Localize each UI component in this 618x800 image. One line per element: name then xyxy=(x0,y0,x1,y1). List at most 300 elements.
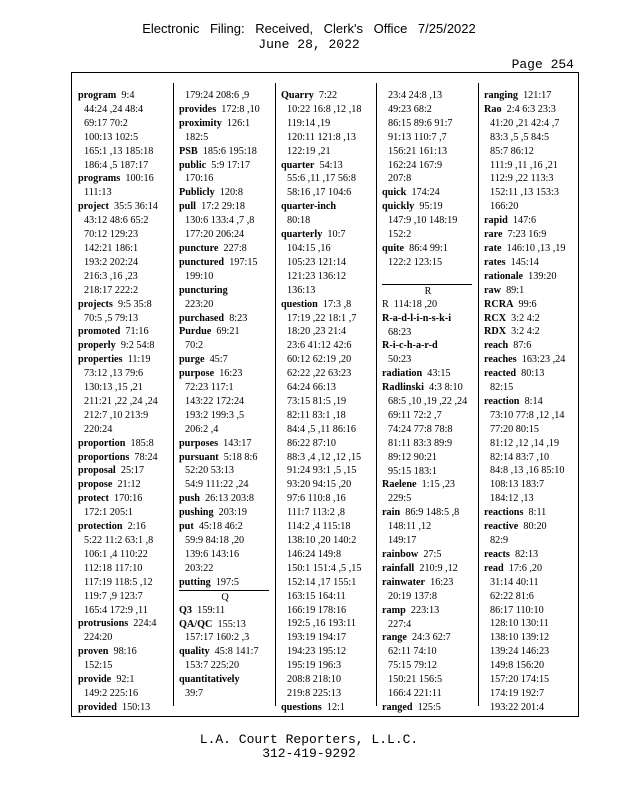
page-line-refs: 97:6 110:8 ,16 xyxy=(287,493,346,505)
index-headword: puncturing xyxy=(179,284,228,296)
index-entry-continuation xyxy=(281,687,373,701)
page-line-refs: 139:24 146:23 xyxy=(490,646,550,658)
page-line-refs: 122:19 ,21 xyxy=(287,145,331,157)
index-entry-continuation xyxy=(484,186,576,200)
index-entry-continuation xyxy=(78,103,170,117)
page-line-refs: 199:10 xyxy=(185,270,214,282)
index-headword: purchased xyxy=(179,312,225,324)
page-line-refs: 7:23 16:9 xyxy=(507,229,547,241)
index-entry-continuation xyxy=(281,617,373,631)
page-line-refs: 95:15 183:1 xyxy=(388,465,437,477)
page-line-refs: 146:24 149:8 xyxy=(287,548,342,560)
index-entry-continuation xyxy=(382,465,474,479)
page-line-refs: 16:23 xyxy=(430,576,454,588)
index-entry-continuation xyxy=(179,298,271,312)
page-line-refs: 152:15 xyxy=(84,660,113,672)
index-entry-continuation xyxy=(281,506,373,520)
index-entry-continuation xyxy=(281,409,373,423)
index-entry-continuation xyxy=(382,353,474,367)
page-line-refs: 31:14 40:11 xyxy=(490,576,539,588)
index-entry xyxy=(484,506,576,520)
index-entry-continuation xyxy=(484,576,576,590)
page-line-refs: 54:13 xyxy=(319,159,343,171)
index-entry-continuation xyxy=(179,395,271,409)
page-line-refs: 85:7 86:12 xyxy=(490,145,534,157)
index-entry xyxy=(78,339,170,353)
column-divider xyxy=(275,83,276,706)
index-entry-continuation xyxy=(484,117,576,131)
page-line-refs: 120:11 121:8 ,13 xyxy=(287,131,356,143)
page-line-refs: 3:2 4:2 xyxy=(511,312,540,324)
page-line-refs: 75:15 79:12 xyxy=(388,660,437,672)
index-entry-continuation xyxy=(484,617,576,631)
page-line-refs: 26:13 203:8 xyxy=(205,493,255,505)
index-headword: quick xyxy=(382,187,407,199)
page-line-refs: 86:17 110:10 xyxy=(490,604,544,616)
page-line-refs: 11:19 xyxy=(127,354,151,366)
index-entry xyxy=(179,186,271,200)
index-entry-continuation xyxy=(78,284,170,298)
index-headword: questions xyxy=(281,701,322,713)
index-entry-continuation xyxy=(179,214,271,228)
index-entry-continuation xyxy=(281,172,373,186)
index-headword: public xyxy=(179,159,207,171)
page-line-refs: 9:5 35:8 xyxy=(117,298,152,310)
page-line-refs: 128:10 130:11 xyxy=(490,618,549,630)
index-headword: R-a-d-l-i-n-s-k-i xyxy=(382,312,452,324)
index-entry-continuation xyxy=(281,312,373,326)
index-headword: question xyxy=(281,298,318,310)
page-line-refs xyxy=(336,201,339,212)
page-line-refs: 104:15 ,16 xyxy=(287,242,331,254)
page-line-refs: 86:4 99:1 xyxy=(409,242,448,254)
index-column-1 xyxy=(78,89,170,715)
index-entry xyxy=(484,325,576,339)
page-line-refs: 69:11 72:2 ,7 xyxy=(388,409,442,421)
page-line-refs: 184:12 ,13 xyxy=(490,493,534,505)
index-headword: program xyxy=(78,90,117,101)
index-entry-continuation xyxy=(281,492,373,506)
page-line-refs: 2:4 6:3 23:3 xyxy=(506,103,556,115)
filing-stamp: Electronic Filing: Received, Clerk's Office 7/25/2022 xyxy=(142,21,476,36)
page-line-refs: 99:6 xyxy=(518,298,537,310)
index-entry-continuation xyxy=(484,701,576,715)
page-line-refs: 73:15 81:5 ,19 xyxy=(287,395,347,407)
page-line-refs: 193:19 194:17 xyxy=(287,632,347,644)
page-line-refs: 10:7 xyxy=(327,229,346,241)
index-entry-continuation xyxy=(484,659,576,673)
index-headword: rare xyxy=(484,229,503,241)
page-line-refs: 82:11 83:1 ,18 xyxy=(287,409,346,421)
index-entry xyxy=(78,200,170,214)
page-line-refs: 69:17 70:2 xyxy=(84,117,128,129)
page-number: Page 254 xyxy=(511,57,574,72)
index-entry-continuation xyxy=(382,172,474,186)
page-line-refs: 165:4 172:9 ,11 xyxy=(84,604,148,616)
index-entry-continuation xyxy=(382,145,474,159)
page-line-refs: 130:6 133:4 ,7 ,8 xyxy=(185,215,255,227)
page-line-refs: 81:12 ,12 ,14 ,19 xyxy=(490,437,560,449)
index-headword: quarter xyxy=(281,159,315,171)
page-line-refs: 119:14 ,19 xyxy=(287,117,331,129)
page-line-refs: 130:13 ,15 ,21 xyxy=(84,382,143,394)
index-entry-continuation xyxy=(484,631,576,645)
index-entry xyxy=(484,298,576,312)
index-headword: protection xyxy=(78,521,123,533)
index-entry-continuation xyxy=(78,242,170,256)
index-entry xyxy=(179,284,271,298)
page-line-refs: 166:19 178:16 xyxy=(287,604,347,616)
index-entry-continuation xyxy=(78,409,170,423)
index-entry-continuation xyxy=(484,131,576,145)
index-entry-continuation xyxy=(78,312,170,326)
page-line-refs: 68:23 xyxy=(388,326,412,338)
page-line-refs: 49:23 68:2 xyxy=(388,103,432,115)
index-column-3 xyxy=(281,89,373,715)
index-entry-continuation xyxy=(179,478,271,492)
index-entry xyxy=(78,478,170,492)
index-entry-continuation xyxy=(78,145,170,159)
index-headword: proposal xyxy=(78,465,116,477)
page-line-refs: 80:20 xyxy=(523,521,547,533)
index-entry-continuation xyxy=(382,534,474,548)
page-line-refs: 89:1 xyxy=(506,284,525,296)
page-line-refs: 59:9 84:18 ,20 xyxy=(185,535,245,546)
index-entry-continuation xyxy=(281,673,373,687)
page-line-refs: 153:7 225:20 xyxy=(185,660,240,672)
index-entry-continuation xyxy=(78,381,170,395)
index-headword: rain xyxy=(382,507,401,519)
index-entry xyxy=(78,520,170,534)
page-line-refs: 98:16 xyxy=(113,646,137,658)
page-line-refs: 82:13 xyxy=(514,548,539,560)
index-entry-continuation xyxy=(382,492,474,506)
page-line-refs: 4:3 8:10 xyxy=(429,382,463,394)
page-line-refs: 87:6 xyxy=(513,340,532,352)
index-entry-continuation xyxy=(281,645,373,659)
index-entry-continuation xyxy=(484,437,576,451)
page-line-refs xyxy=(240,674,243,685)
page-line-refs: 114:2 ,4 115:18 xyxy=(287,521,351,533)
index-entry xyxy=(281,89,373,103)
page-line-refs: 81:11 83:3 89:9 xyxy=(388,437,453,449)
page-line-refs: 12:1 xyxy=(326,701,345,713)
index-headword: R xyxy=(382,298,389,310)
index-entry-continuation xyxy=(78,548,170,562)
page-line-refs: 24:3 62:7 xyxy=(412,632,451,644)
page-line-refs: 126:1 xyxy=(226,117,251,129)
index-entry xyxy=(382,701,474,715)
page-line-refs: 91:24 93:1 ,5 ,15 xyxy=(287,465,357,477)
column-divider xyxy=(376,83,377,706)
page-line-refs: 114:18 ,20 xyxy=(393,298,438,310)
index-entry-continuation xyxy=(281,270,373,284)
index-headword: rationale xyxy=(484,270,524,282)
page-line-refs: 21:12 xyxy=(117,479,141,491)
index-entry xyxy=(382,381,474,395)
page-line-refs: 62:22 81:6 xyxy=(490,590,534,602)
index-entry-continuation xyxy=(484,673,576,687)
index-entry xyxy=(382,339,474,353)
page-line-refs: 182:5 xyxy=(185,131,209,143)
index-entry-continuation xyxy=(382,673,474,687)
index-headword: put xyxy=(179,521,194,533)
page-line-refs: 111:9 ,11 ,16 ,21 xyxy=(490,159,558,171)
index-headword: quarter-inch xyxy=(281,201,337,213)
page-line-refs: 45:8 141:7 xyxy=(214,646,259,658)
page-line-refs: 17:6 ,20 xyxy=(508,562,543,574)
index-entry-continuation xyxy=(281,103,373,117)
index-column-2 xyxy=(179,89,271,701)
index-entry xyxy=(78,437,170,451)
page-line-refs: 62:11 74:10 xyxy=(388,646,437,658)
page-line-refs: 80:13 xyxy=(521,368,545,380)
index-entry xyxy=(78,673,170,687)
index-headword: Rao xyxy=(484,103,502,115)
page-line-refs: 166:20 xyxy=(490,201,519,213)
page-line-refs: 35:5 36:14 xyxy=(114,201,158,213)
index-headword: PSB xyxy=(179,145,198,157)
page-line-refs: 17:2 29:18 xyxy=(201,201,245,213)
page-line-refs: 166:4 221:11 xyxy=(388,688,442,700)
index-headword: RDX xyxy=(484,326,507,338)
page-line-refs: 193:2 202:24 xyxy=(84,256,139,268)
page-line-refs: 119:7 ,9 123:7 xyxy=(84,590,143,602)
index-entry xyxy=(179,367,271,381)
page-line-refs: 18:20 ,23 21:4 xyxy=(287,326,347,338)
page-line-refs: 5:18 8:6 xyxy=(223,451,258,463)
section-letter: R xyxy=(424,285,432,297)
index-headword: pull xyxy=(179,201,196,213)
page-line-refs: 227:8 xyxy=(223,242,247,254)
index-entry-continuation xyxy=(78,228,170,242)
page-line-refs: 143:17 xyxy=(223,437,252,449)
page-line-refs: 43:15 xyxy=(427,368,451,380)
page-line-refs: 218:17 222:2 xyxy=(84,284,139,296)
page-line-refs: 210:9 ,12 xyxy=(419,562,458,574)
index-headword: Publicly xyxy=(179,187,215,199)
page-line-refs: 82:14 83:7 ,10 xyxy=(490,451,550,463)
index-entry xyxy=(382,604,474,618)
index-entry-continuation xyxy=(78,534,170,548)
page-line-refs: 197:5 xyxy=(215,576,240,588)
page-line-refs: 86:9 148:5 ,8 xyxy=(405,507,460,519)
index-entry-continuation xyxy=(281,659,373,673)
index-headword: ramp xyxy=(382,604,406,616)
index-headword: Q3 xyxy=(179,604,193,616)
index-headword: quarterly xyxy=(281,229,323,241)
index-entry-continuation xyxy=(281,548,373,562)
index-entry-continuation xyxy=(382,645,474,659)
index-entry xyxy=(179,520,271,534)
page-line-refs: 27:5 xyxy=(423,549,442,560)
word-index-box xyxy=(71,72,579,717)
index-headword: rainfall xyxy=(382,562,415,574)
page-line-refs: 55:6 ,11 ,17 56:8 xyxy=(287,173,356,185)
hearing-date: June 28, 2022 xyxy=(258,37,360,52)
page-line-refs: 207:8 xyxy=(388,173,412,185)
page-line-refs: 203:22 xyxy=(185,562,214,574)
index-entry xyxy=(484,395,576,409)
index-entry-continuation xyxy=(78,576,170,590)
index-headword: reacts xyxy=(484,548,510,560)
page-line-refs: 186:4 ,5 187:17 xyxy=(84,159,149,171)
page-line-refs: 9:2 54:8 xyxy=(120,340,155,352)
page-line-refs: 43:12 48:6 65:2 xyxy=(84,215,149,227)
page-line-refs: 143:22 172:24 xyxy=(185,395,245,407)
index-entry-continuation xyxy=(78,687,170,701)
index-entry-continuation xyxy=(484,687,576,701)
page-line-refs: 224:4 xyxy=(133,618,157,630)
index-headword: push xyxy=(179,493,200,505)
index-entry-continuation xyxy=(484,464,576,478)
index-headword: provided xyxy=(78,701,117,713)
index-entry-continuation xyxy=(78,590,170,604)
page-line-refs xyxy=(388,271,391,282)
index-entry xyxy=(78,492,170,506)
index-entry-continuation xyxy=(382,326,474,340)
index-headword: punctured xyxy=(179,256,225,268)
page-line-refs: 45:18 46:2 xyxy=(198,521,243,533)
page-line-refs: 52:20 53:13 xyxy=(185,465,234,477)
page-line-refs: 220:24 xyxy=(84,423,113,435)
page-line-refs: 39:7 xyxy=(185,688,204,700)
section-header xyxy=(179,590,271,604)
page-line-refs: 7:22 xyxy=(318,90,338,101)
page-line-refs: 121:23 136:12 xyxy=(287,270,347,282)
page-line-refs: 172:8 ,10 xyxy=(221,103,260,115)
index-entry xyxy=(382,631,474,645)
page-line-refs: 91:13 110:7 ,7 xyxy=(388,131,447,143)
index-entry-continuation xyxy=(179,131,271,145)
index-headword: radiation xyxy=(382,368,423,380)
index-entry-continuation xyxy=(281,590,373,604)
index-headword: reach xyxy=(484,340,509,352)
page-line-refs: 8:14 xyxy=(524,395,543,407)
index-entry-continuation xyxy=(179,89,271,103)
page-line-refs: 88:3 ,4 ,12 ,12 ,15 xyxy=(287,451,362,463)
page-line-refs: 58:16 ,17 104:6 xyxy=(287,187,352,199)
index-entry-continuation xyxy=(78,395,170,409)
index-entry-continuation xyxy=(281,576,373,590)
index-headword: rainbow xyxy=(382,549,419,560)
page-line-refs: 54:9 111:22 ,24 xyxy=(185,479,249,491)
index-entry xyxy=(484,214,576,228)
index-entry xyxy=(179,506,271,520)
page-line-refs: 185:8 xyxy=(130,437,154,449)
index-entry xyxy=(281,701,373,715)
index-entry xyxy=(179,353,271,367)
index-headword: purposes xyxy=(179,437,219,449)
index-entry-continuation xyxy=(78,604,170,618)
index-entry xyxy=(484,312,576,326)
index-headword: quite xyxy=(382,242,405,254)
index-entry-continuation xyxy=(78,117,170,131)
index-entry xyxy=(484,353,576,367)
index-entry xyxy=(78,701,170,715)
index-entry-continuation xyxy=(78,367,170,381)
page-line-refs: 163:15 164:11 xyxy=(287,590,346,602)
index-entry-continuation xyxy=(281,284,373,298)
index-entry xyxy=(179,312,271,326)
index-entry xyxy=(484,562,576,576)
page-line-refs: 148:11 ,12 xyxy=(388,521,432,533)
index-entry xyxy=(484,284,576,298)
index-entry xyxy=(179,673,271,687)
index-entry-continuation xyxy=(484,645,576,659)
page-line-refs: 70:5 ,5 79:13 xyxy=(84,312,139,324)
index-entry-continuation xyxy=(484,423,576,437)
index-headword: QA/QC xyxy=(179,618,213,630)
index-entry xyxy=(382,478,474,492)
index-entry-continuation xyxy=(78,631,170,645)
page-line-refs: 64:24 66:13 xyxy=(287,382,336,394)
index-entry-continuation xyxy=(281,214,373,228)
page-line-refs: 17:19 ,22 18:1 ,7 xyxy=(287,312,357,324)
page-line-refs: 155:13 xyxy=(217,618,246,630)
index-headword: puncture xyxy=(179,242,219,254)
index-entry-continuation xyxy=(484,159,576,173)
index-entry xyxy=(78,645,170,659)
page-line-refs: 105:23 121:14 xyxy=(287,256,347,268)
index-entry xyxy=(484,89,576,103)
index-entry xyxy=(179,325,271,339)
index-entry-continuation xyxy=(281,186,373,200)
page-line-refs: 82:9 xyxy=(490,535,509,546)
index-headword: ranged xyxy=(382,701,413,713)
page-line-refs: 206:2 ,4 xyxy=(185,423,219,435)
index-entry-continuation xyxy=(179,339,271,353)
index-entry-continuation xyxy=(382,409,474,423)
index-headword: provide xyxy=(78,674,112,686)
page-line-refs: 93:20 94:15 ,20 xyxy=(287,479,352,491)
index-headword: projects xyxy=(78,298,113,310)
index-headword: proportion xyxy=(78,437,126,449)
index-entry-continuation xyxy=(281,464,373,478)
index-entry xyxy=(78,89,170,103)
page-line-refs: 69:21 xyxy=(216,326,240,338)
page-line-refs: 165:1 ,13 185:18 xyxy=(84,145,154,157)
page-line-refs xyxy=(451,313,454,324)
page-line-refs: 138:10 ,20 140:2 xyxy=(287,535,357,546)
index-entry xyxy=(281,228,373,242)
index-entry-continuation xyxy=(281,117,373,131)
page-line-refs xyxy=(438,340,441,351)
index-entry xyxy=(78,172,170,186)
index-entry-continuation xyxy=(484,492,576,506)
index-entry xyxy=(179,256,271,270)
index-entry xyxy=(179,492,271,506)
page-line-refs: 89:12 90:21 xyxy=(388,451,437,463)
page-line-refs: 223:13 xyxy=(410,604,440,616)
index-entry-continuation xyxy=(281,520,373,534)
index-headword: RCRA xyxy=(484,298,514,310)
page-line-refs: 149:17 xyxy=(388,535,417,547)
index-entry-continuation xyxy=(484,604,576,618)
index-entry-continuation xyxy=(78,256,170,270)
index-entry-continuation xyxy=(484,451,576,465)
index-entry xyxy=(382,312,474,326)
page-line-refs: 122:2 123:15 xyxy=(388,256,443,268)
index-entry xyxy=(382,562,474,576)
index-headword: pursuant xyxy=(179,451,219,463)
index-entry xyxy=(179,242,271,256)
index-headword: proven xyxy=(78,646,109,658)
index-entry-continuation xyxy=(78,159,170,173)
page-line-refs: 156:21 161:13 xyxy=(388,145,448,157)
page-line-refs: 145:14 xyxy=(510,256,539,268)
index-headword: reactive xyxy=(484,521,519,533)
